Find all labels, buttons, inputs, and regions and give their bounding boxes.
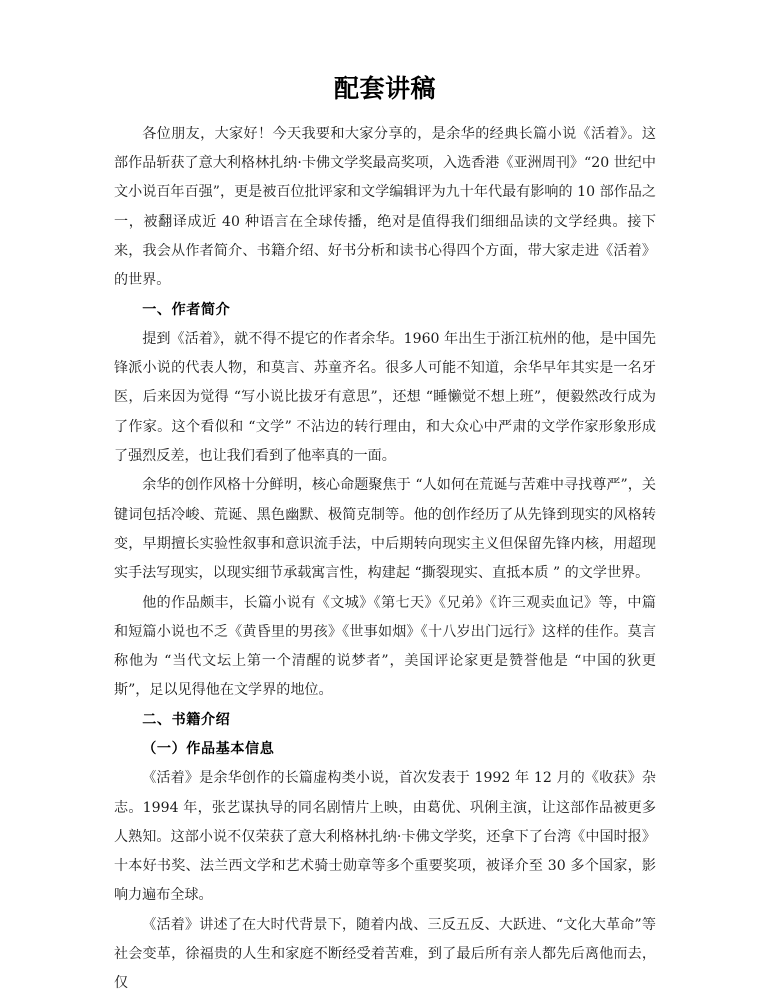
- document-body: [114, 72, 656, 999]
- basic-info-paragraph-1: 《活着》是余华创作的长篇虚构类小说，首次发表于 1992 年 12 月的《收获》杂志。1994 年，张艺谋执导的同名剧情片上映，由葛优、巩俐主演，让这部作品被更多人熟知。这部小说不仅荣获了意大利格林扎纳·卡佛文学奖，还拿下了台湾《中国时报》十本好书奖、法兰西文学和艺术骑士勋章等多个重要奖项，被译介至 30 多个国家，影响力遍布全球。: [114, 770, 656, 904]
- page-title: 配套讲稿: [333, 74, 436, 103]
- intro-paragraph: 各位朋友，大家好！今天我要和大家分享的，是余华的经典长篇小说《活着》。这部作品斩获了意大利格林扎纳·卡佛文学奖最高奖项，入选香港《亚洲周刊》“20 世纪中文小说百年百强”，更是被百位批评家和文学编辑评为九十年代最有影响的 10 部作品之一，被翻译成近 40 种语言在全球传播，绝对是值得我们细细品读的文学经典。接下来，我会从作者简介、书籍介绍、好书分析和读书心得四个方面，带大家走进《活着》的世界。: [114, 125, 656, 289]
- author-profile-paragraph-3: 他的作品颇丰，长篇小说有《文城》《第七天》《兄弟》《许三观卖血记》等，中篇和短篇小说也不乏《黄昏里的男孩》《世事如烟》《十八岁出门远行》这样的佳作。莫言称他为 “当代文坛上第一个清醒的说梦者”，美国评论家更是赞誉他是 “中国的狄更斯”，足以见得他在文学界的地位。: [114, 594, 656, 699]
- author-profile-paragraph-2: 余华的创作风格十分鲜明，核心命题聚焦于 “人如何在荒诞与苦难中寻找尊严”，关键词包括冷峻、荒诞、黑色幽默、极简克制等。他的创作经历了从先锋到现实的风格转变，早期擅长实验性叙事和意识流手法，中后期转向现实主义但保留先锋内核，用超现实手法写现实，以现实细节承载寓言性，构建起 “撕裂现实、直抵本质 ” 的文学世界。: [114, 477, 656, 582]
- section-heading-author-profile: 一、作者简介: [142, 301, 231, 318]
- section-heading-book-introduction: 二、书籍介绍: [142, 711, 231, 728]
- subsection-heading-basic-info: （一）作品基本信息: [142, 740, 275, 757]
- document-blocks: [114, 120, 656, 999]
- author-profile-paragraph-1: 提到《活着》，就不得不提它的作者余华。1960 年出生于浙江杭州的他，是中国先锋派小说的代表人物，和莫言、苏童齐名。很多人可能不知道，余华早年其实是一名牙医，后来因为觉得 “写小说比拔牙有意思”，还想 “睡懒觉不想上班”，便毅然改行成为了作家。这个看似和 “文学” 不沾边的转行理由，和大众心中严肃的文学作家形象形成了强烈反差，也让我们看到了他率真的一面。: [114, 330, 656, 465]
- basic-info-paragraph-2: 《活着》讲述了在大时代背景下，随着内战、三反五反、大跃进、“文化大革命”等社会变革，徐福贵的人生和家庭不断经受着苦难，到了最后所有亲人都先后离他而去，仅: [114, 916, 656, 992]
